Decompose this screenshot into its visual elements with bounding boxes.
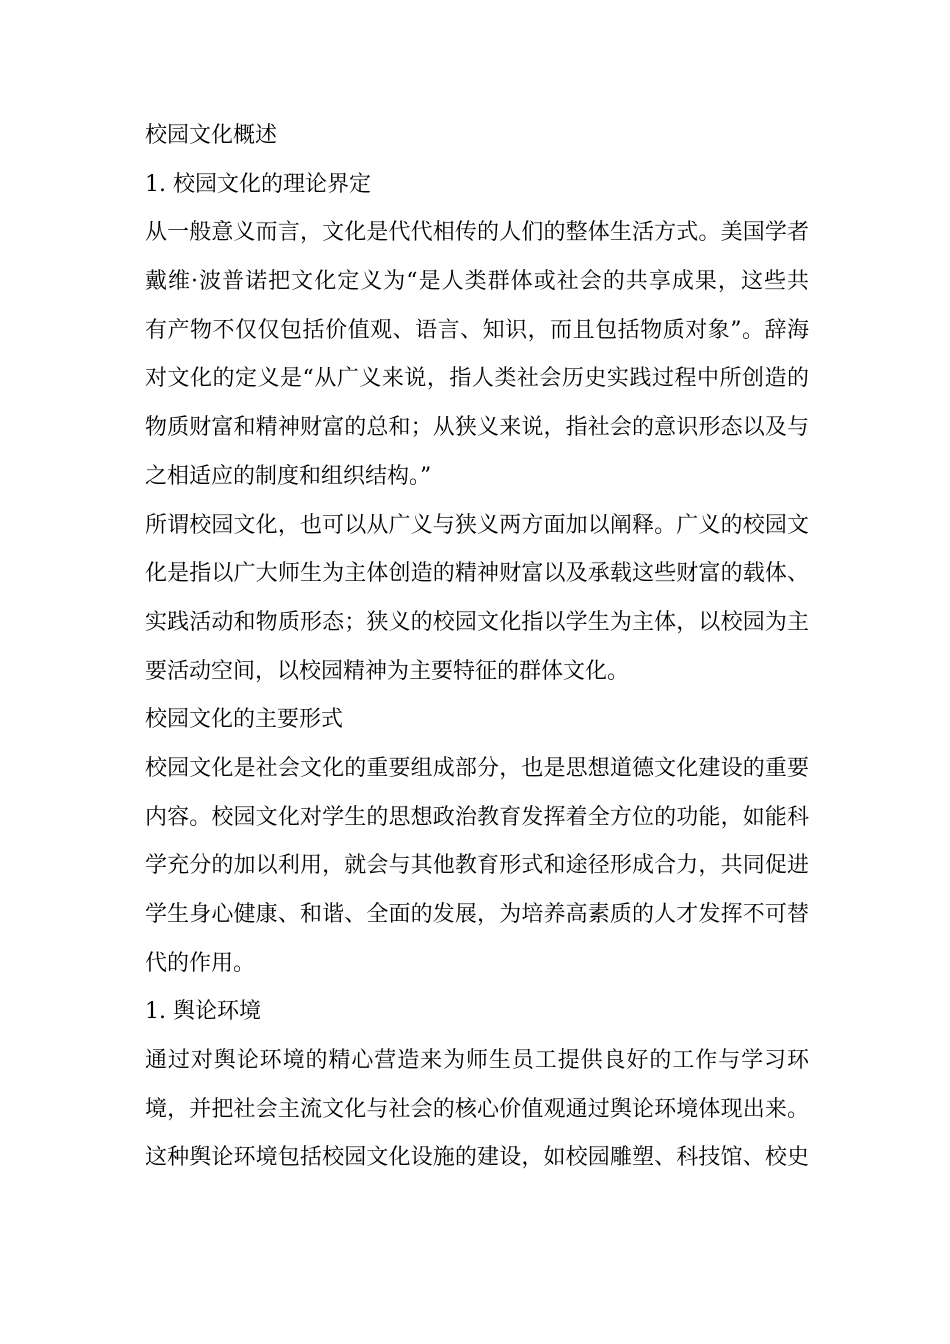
paragraph-line: 代的作用。 [145,950,256,976]
paragraph-line: 戴维·波普诺把文化定义为“是人类群体或社会的共享成果，这些共 [145,269,809,295]
paragraph-line: 之相适应的制度和组织结构。” [145,463,432,489]
paragraph-line: 物质财富和精神财富的总和；从狭义来说，指社会的意识形态以及与 [145,415,809,441]
paragraph-line: 实践活动和物质形态；狭义的校园文化指以学生为主体，以校园为主 [145,609,809,635]
section-heading: 1. 校园文化的理论界定 [145,171,371,197]
paragraph-line: 这种舆论环境包括校园文化设施的建设，如校园雕塑、科技馆、校史 [145,1145,809,1171]
paragraph-line: 化是指以广大师生为主体创造的精神财富以及承载这些财富的载体、 [145,561,809,587]
paragraph-line: 境，并把社会主流文化与社会的核心价值观通过舆论环境体现出来。 [145,1096,809,1122]
paragraph-line: 从一般意义而言，文化是代代相传的人们的整体生活方式。美国学者 [145,220,809,246]
paragraph-line: 学生身心健康、和谐、全面的发展，为培养高素质的人才发挥不可替 [145,902,809,927]
paragraph-line: 所谓校园文化，也可以从广义与狭义两方面加以阐释。广义的校园文 [145,512,809,538]
paragraph-line: 要活动空间，以校园精神为主要特征的群体文化。 [145,658,630,684]
paragraph-line: 通过对舆论环境的精心营造来为师生员工提供良好的工作与学习环 [145,1048,809,1074]
paragraph-line: 有产物不仅仅包括价值观、语言、知识，而且包括物质对象”。辞海 [145,317,809,343]
doc-title: 校园文化概述 [145,123,278,148]
document-page [145,112,809,1183]
section-heading: 1. 舆论环境 [145,999,261,1025]
paragraph-line: 学充分的加以利用，就会与其他教育形式和途径形成合力，共同促进 [145,853,809,879]
paragraph-line: 校园文化是社会文化的重要组成部分，也是思想道德文化建设的重要 [145,755,809,781]
paragraph-line: 对文化的定义是“从广义来说，指人类社会历史实践过程中所创造的 [145,366,809,392]
paragraph-line: 内容。校园文化对学生的思想政治教育发挥着全方位的功能，如能科 [145,804,809,830]
section-heading: 校园文化的主要形式 [145,707,344,733]
